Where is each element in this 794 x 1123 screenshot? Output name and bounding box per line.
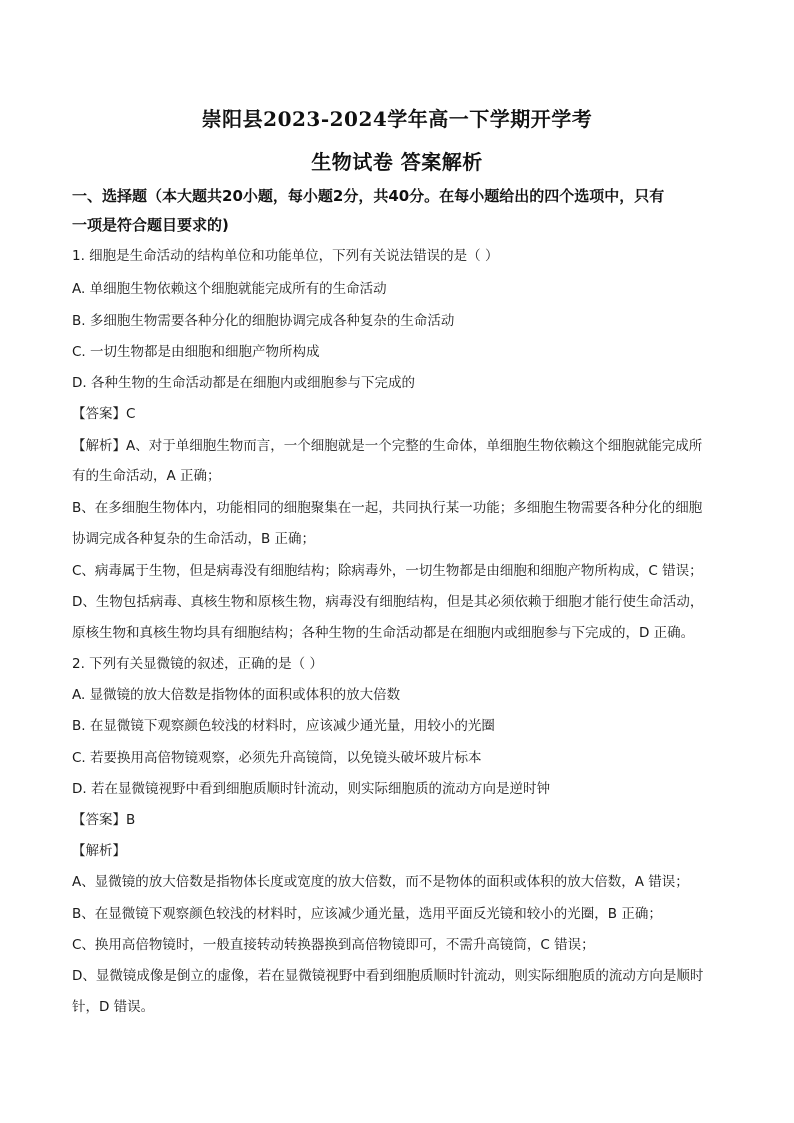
question-1-analysis-line: C、病毒属于生物，但是病毒没有细胞结构；除病毒外，一切生物都是由细胞和细胞产物所构成，C 错误； — [72, 563, 703, 579]
question-1-analysis-line: 协调完成各种复杂的生命活动，B 正确； — [72, 531, 316, 547]
question-1-analysis-line: 【解析】A、对于单细胞生物而言，一个细胞就是一个完整的生命体，单细胞生物依赖这个细胞就能完成所 — [72, 438, 703, 454]
question-1-option-b: B. 多细胞生物需要各种分化的细胞协调完成各种复杂的生命活动 — [72, 313, 455, 329]
question-1-analysis-line: D、生物包括病毒、真核生物和原核生物，病毒没有细胞结构，但是其必须依赖于细胞才能行使生命活动， — [72, 594, 704, 610]
section-heading-line1: 一、选择题（本大题共20小题，每小题2分，共40分。在每小题给出的四个选项中，只有 — [72, 187, 665, 205]
question-1-option-c: C. 一切生物都是由细胞和细胞产物所构成 — [72, 344, 320, 360]
question-1-answer: 【答案】C — [72, 406, 136, 422]
section-heading-line2: 一项是符合题目要求的) — [72, 216, 229, 234]
question-2-analysis-line: 针，D 错误。 — [72, 999, 155, 1015]
question-2-option-b: B. 在显微镜下观察颜色较浅的材料时，应该减少通光量，用较小的光圈 — [72, 718, 495, 734]
question-2-analysis-line: C、换用高倍物镜时，一般直接转动转换器换到高倍物镜即可，不需升高镜筒，C 错误； — [72, 937, 595, 953]
document-title: 崇阳县2023-2024学年高一下学期开学考 — [201, 107, 593, 131]
question-2-analysis-label: 【解析】 — [72, 843, 126, 859]
document-subtitle: 生物试卷 答案解析 — [311, 150, 483, 174]
question-1-stem: 1. 细胞是生命活动的结构单位和功能单位，下列有关说法错误的是（ ） — [72, 248, 499, 264]
question-2-option-a: A. 显微镜的放大倍数是指物体的面积或体积的放大倍数 — [72, 687, 401, 703]
question-2-stem: 2. 下列有关显微镜的叙述，正确的是（ ） — [72, 656, 323, 672]
question-1-analysis-line: B、在多细胞生物体内，功能相同的细胞聚集在一起，共同执行某一功能；多细胞生物需要各种分化的细胞 — [72, 500, 703, 516]
question-1-analysis-line: 原核生物和真核生物均具有细胞结构；各种生物的生命活动都是在细胞内或细胞参与下完成的，D 正确。 — [72, 625, 695, 641]
question-2-option-c: C. 若要换用高倍物镜观察，必须先升高镜筒，以免镜头破坏玻片标本 — [72, 750, 482, 766]
question-2-analysis-line: A、显微镜的放大倍数是指物体长度或宽度的放大倍数，而不是物体的面积或体积的放大倍数，A 错误； — [72, 874, 689, 890]
question-1-option-d: D. 各种生物的生命活动都是在细胞内或细胞参与下完成的 — [72, 375, 415, 391]
question-2-answer: 【答案】B — [72, 812, 136, 828]
question-2-option-d: D. 若在显微镜视野中看到细胞质顺时针流动，则实际细胞质的流动方向是逆时钟 — [72, 781, 550, 797]
question-1-option-a: A. 单细胞生物依赖这个细胞就能完成所有的生命活动 — [72, 281, 387, 297]
question-2-analysis-line: D、显微镜成像是倒立的虚像，若在显微镜视野中看到细胞质顺时针流动，则实际细胞质的流动方向是顺时 — [72, 968, 704, 984]
question-2-analysis-line: B、在显微镜下观察颜色较浅的材料时，应该减少通光量，选用平面反光镜和较小的光圈，B 正确； — [72, 906, 662, 922]
question-1-analysis-line: 有的生命活动，A 正确； — [72, 468, 221, 484]
